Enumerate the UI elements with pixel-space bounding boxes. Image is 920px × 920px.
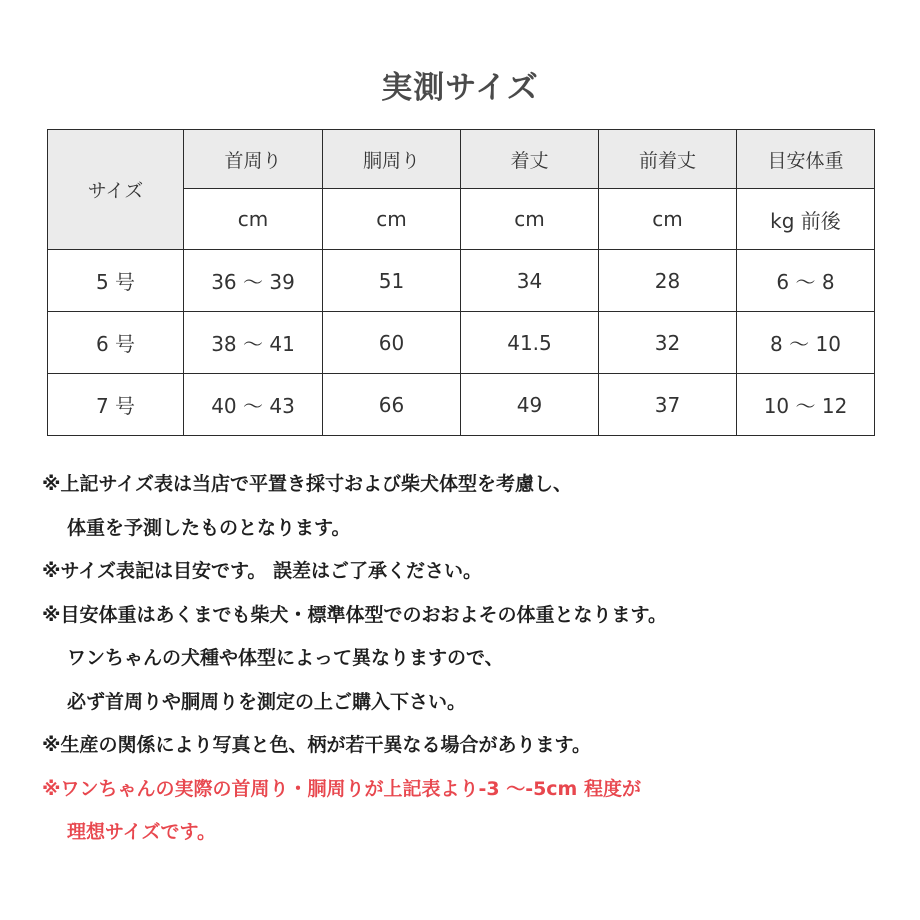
unit-cell: cm	[461, 189, 599, 250]
note-line: 体重を予測したものとなります。	[67, 516, 351, 539]
size-label-cell: 5 号	[48, 250, 184, 312]
table-cell: 34	[461, 250, 599, 312]
page-title: 実測サイズ	[381, 70, 539, 106]
unit-cell: kg 前後	[737, 189, 875, 250]
column-header-weight: 目安体重	[737, 130, 875, 189]
size-table	[47, 129, 875, 436]
size-column-header: サイズ	[48, 130, 184, 250]
table-cell: 8 ～ 10	[737, 312, 875, 374]
table-cell: 10 ～ 12	[737, 374, 875, 436]
table-cell: 38 ～ 41	[184, 312, 323, 374]
note-line: 必ず首周りや胴周りを測定の上ご購入下さい。	[67, 690, 467, 713]
note-line: ※サイズ表記は目安です。 誤差はご了承ください。	[42, 560, 483, 582]
table-cell: 28	[599, 250, 737, 312]
table-cell: 60	[323, 312, 461, 374]
size-label-cell: 7 号	[48, 374, 184, 436]
column-header-chest: 胴周り	[323, 130, 461, 189]
table-cell: 41.5	[461, 312, 599, 374]
table-row	[48, 374, 875, 436]
table-row	[48, 312, 875, 374]
table-cell: 49	[461, 374, 599, 436]
note-line-highlight: ※ワンちゃんの実際の首周り・胴周りが上記表より-3 ～-5cm 程度が	[42, 777, 641, 800]
note-line: ※生産の関係により写真と色、柄が若干異なる場合があります。	[42, 734, 591, 756]
size-label-cell: 6 号	[48, 312, 184, 374]
column-header-neck: 首周り	[184, 130, 323, 189]
table-cell: 32	[599, 312, 737, 374]
table-cell: 51	[323, 250, 461, 312]
note-line-highlight: 理想サイズです。	[67, 821, 216, 843]
unit-cell: cm	[184, 189, 323, 250]
unit-cell: cm	[323, 189, 461, 250]
table-cell: 36 ～ 39	[184, 250, 323, 312]
table-cell: 6 ～ 8	[737, 250, 875, 312]
note-line: ワンちゃんの犬種や体型によって異なりますので、	[67, 647, 504, 669]
note-line: ※上記サイズ表は当店で平置き採寸および柴犬体型を考慮し、	[42, 473, 572, 495]
table-cell: 40 ～ 43	[184, 374, 323, 436]
column-header-length: 着丈	[461, 130, 599, 189]
table-cell: 66	[323, 374, 461, 436]
notes-section	[42, 463, 902, 855]
table-row	[48, 250, 875, 312]
table-cell: 37	[599, 374, 737, 436]
note-line: ※目安体重はあくまでも柴犬・標準体型でのおおよその体重となります。	[42, 603, 667, 626]
column-header-front-length: 前着丈	[599, 130, 737, 189]
unit-cell: cm	[599, 189, 737, 250]
table-header-row	[48, 130, 875, 189]
